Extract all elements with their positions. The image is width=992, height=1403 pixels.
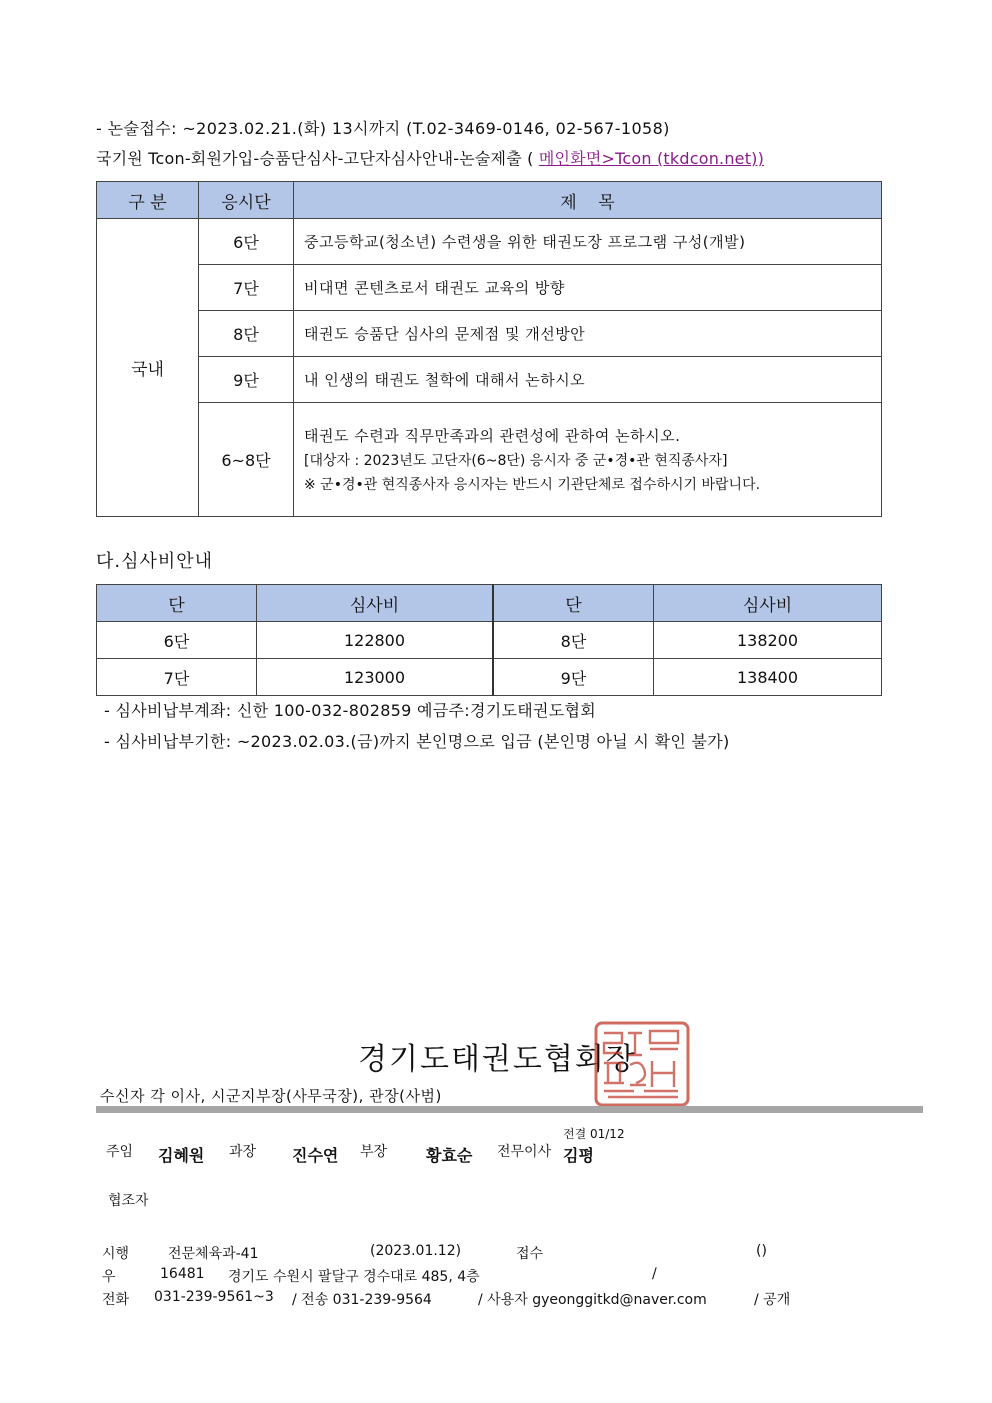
fee-cell: 138200 bbox=[654, 622, 882, 659]
table-row bbox=[97, 622, 882, 659]
address: 경기도 수원시 팔달구 경수대로 485, 4층 bbox=[228, 1269, 480, 1285]
disclosure-status: / 공개 bbox=[754, 1292, 791, 1308]
signer-name: 김혜원 bbox=[158, 1146, 205, 1165]
tcon-link[interactable]: 메인화면>Tcon (tkdcon.net)) bbox=[538, 149, 765, 168]
header-dan: 단 bbox=[97, 585, 257, 622]
fee-section-title: 다.심사비안내 bbox=[96, 551, 214, 572]
role-label: 주임 bbox=[106, 1144, 134, 1160]
fax-number: / 전송 031-239-9564 bbox=[292, 1292, 432, 1308]
dan-cell: 7단 bbox=[97, 659, 257, 696]
table-row bbox=[97, 265, 882, 311]
topic-text: 태권도 수련과 직무만족과의 관련성에 관하여 논하시오. bbox=[304, 427, 681, 445]
level-cell: 7단 bbox=[199, 265, 294, 311]
topic-cell: 중고등학교(청소년) 수련생을 위한 태권도장 프로그램 구성(개발) bbox=[294, 219, 882, 265]
dan-cell: 8단 bbox=[493, 622, 654, 659]
official-seal-icon bbox=[594, 1021, 690, 1107]
user-email[interactable]: / 사용자 gyeonggitkd@naver.com bbox=[478, 1292, 707, 1308]
address-separator: / bbox=[652, 1266, 657, 1282]
dan-cell: 9단 bbox=[493, 659, 654, 696]
role-label: 과장 bbox=[229, 1144, 257, 1160]
header-title: 제 목 bbox=[294, 182, 882, 219]
fee-table bbox=[96, 584, 882, 696]
header-fee: 심사비 bbox=[654, 585, 882, 622]
category-cell: 국내 bbox=[97, 219, 199, 517]
delegation-date: 전결 01/12 bbox=[563, 1127, 625, 1141]
essay-topics-table bbox=[96, 181, 882, 517]
dan-cell: 6단 bbox=[97, 622, 257, 659]
role-label: 전무이사 bbox=[497, 1144, 552, 1160]
phone-number: 031-239-9561~3 bbox=[154, 1289, 274, 1305]
postal-code: 16481 bbox=[160, 1266, 205, 1282]
essay-deadline-line: - 논술접수: ~2023.02.21.(화) 13시까지 (T.02-3469-0146, 02-567-1058) bbox=[96, 119, 670, 138]
payment-deadline-note: - 심사비납부기한: ~2023.02.03.(금)까지 본인명으로 입금 (본인명 아닐 시 확인 불가) bbox=[104, 732, 730, 751]
level-cell: 8단 bbox=[199, 311, 294, 357]
topic-cell: 태권도 승품단 심사의 문제점 및 개선방안 bbox=[294, 311, 882, 357]
fee-cell: 123000 bbox=[257, 659, 494, 696]
table-header-row bbox=[97, 182, 882, 219]
target-note: ※ 군•경•관 현직종사자 응시자는 반드시 기관단체로 접수하시기 바랍니다. bbox=[304, 477, 761, 493]
header-level: 응시단 bbox=[199, 182, 294, 219]
header-fee: 심사비 bbox=[257, 585, 494, 622]
fee-cell: 122800 bbox=[257, 622, 494, 659]
cooperator-label: 협조자 bbox=[108, 1193, 149, 1209]
topic-cell: 비대면 콘텐츠로서 태권도 교육의 방향 bbox=[294, 265, 882, 311]
recipients-line: 수신자 각 이사, 시군지부장(사무국장), 관장(사범) bbox=[100, 1087, 442, 1105]
header-category: 구 분 bbox=[97, 182, 199, 219]
phone-label: 전화 bbox=[102, 1292, 130, 1308]
receipt-value: () bbox=[756, 1243, 767, 1259]
essay-submit-path bbox=[96, 146, 764, 169]
enforce-date: (2023.01.12) bbox=[370, 1243, 462, 1259]
submit-path-text: 국기원 Tcon-회원가입-승품단심사-고단자심사안내-논술제출 ( bbox=[96, 149, 534, 168]
topic-cell: 내 인생의 태권도 철학에 대해서 논하시오 bbox=[294, 357, 882, 403]
level-cell: 6단 bbox=[199, 219, 294, 265]
signer-name: 황효순 bbox=[426, 1146, 473, 1165]
enforce-label: 시행 bbox=[102, 1246, 130, 1262]
table-row bbox=[97, 659, 882, 696]
signer-name: 진수연 bbox=[292, 1146, 339, 1165]
table-row bbox=[97, 403, 882, 517]
role-label: 부장 bbox=[360, 1144, 388, 1160]
account-note: - 심사비납부계좌: 신한 100-032-802859 예금주:경기도태권도협회 bbox=[104, 701, 597, 720]
table-row bbox=[97, 219, 882, 265]
postal-label: 우 bbox=[102, 1269, 116, 1285]
topic-cell bbox=[294, 403, 882, 517]
document-number: 전문체육과-41 bbox=[168, 1246, 259, 1262]
table-row bbox=[97, 357, 882, 403]
fee-header-row bbox=[97, 585, 882, 622]
header-dan: 단 bbox=[493, 585, 654, 622]
fee-cell: 138400 bbox=[654, 659, 882, 696]
table-row bbox=[97, 311, 882, 357]
receipt-label: 접수 bbox=[516, 1246, 544, 1262]
target-text: [대상자 : 2023년도 고단자(6~8단) 응시자 중 군•경•관 현직종사자] bbox=[304, 453, 728, 469]
divider-bar bbox=[96, 1106, 923, 1113]
level-cell: 6~8단 bbox=[199, 403, 294, 517]
level-cell: 9단 bbox=[199, 357, 294, 403]
signer-name: 김평 bbox=[563, 1146, 594, 1165]
issuer-title: 경기도태권도협회장 bbox=[358, 1042, 637, 1077]
